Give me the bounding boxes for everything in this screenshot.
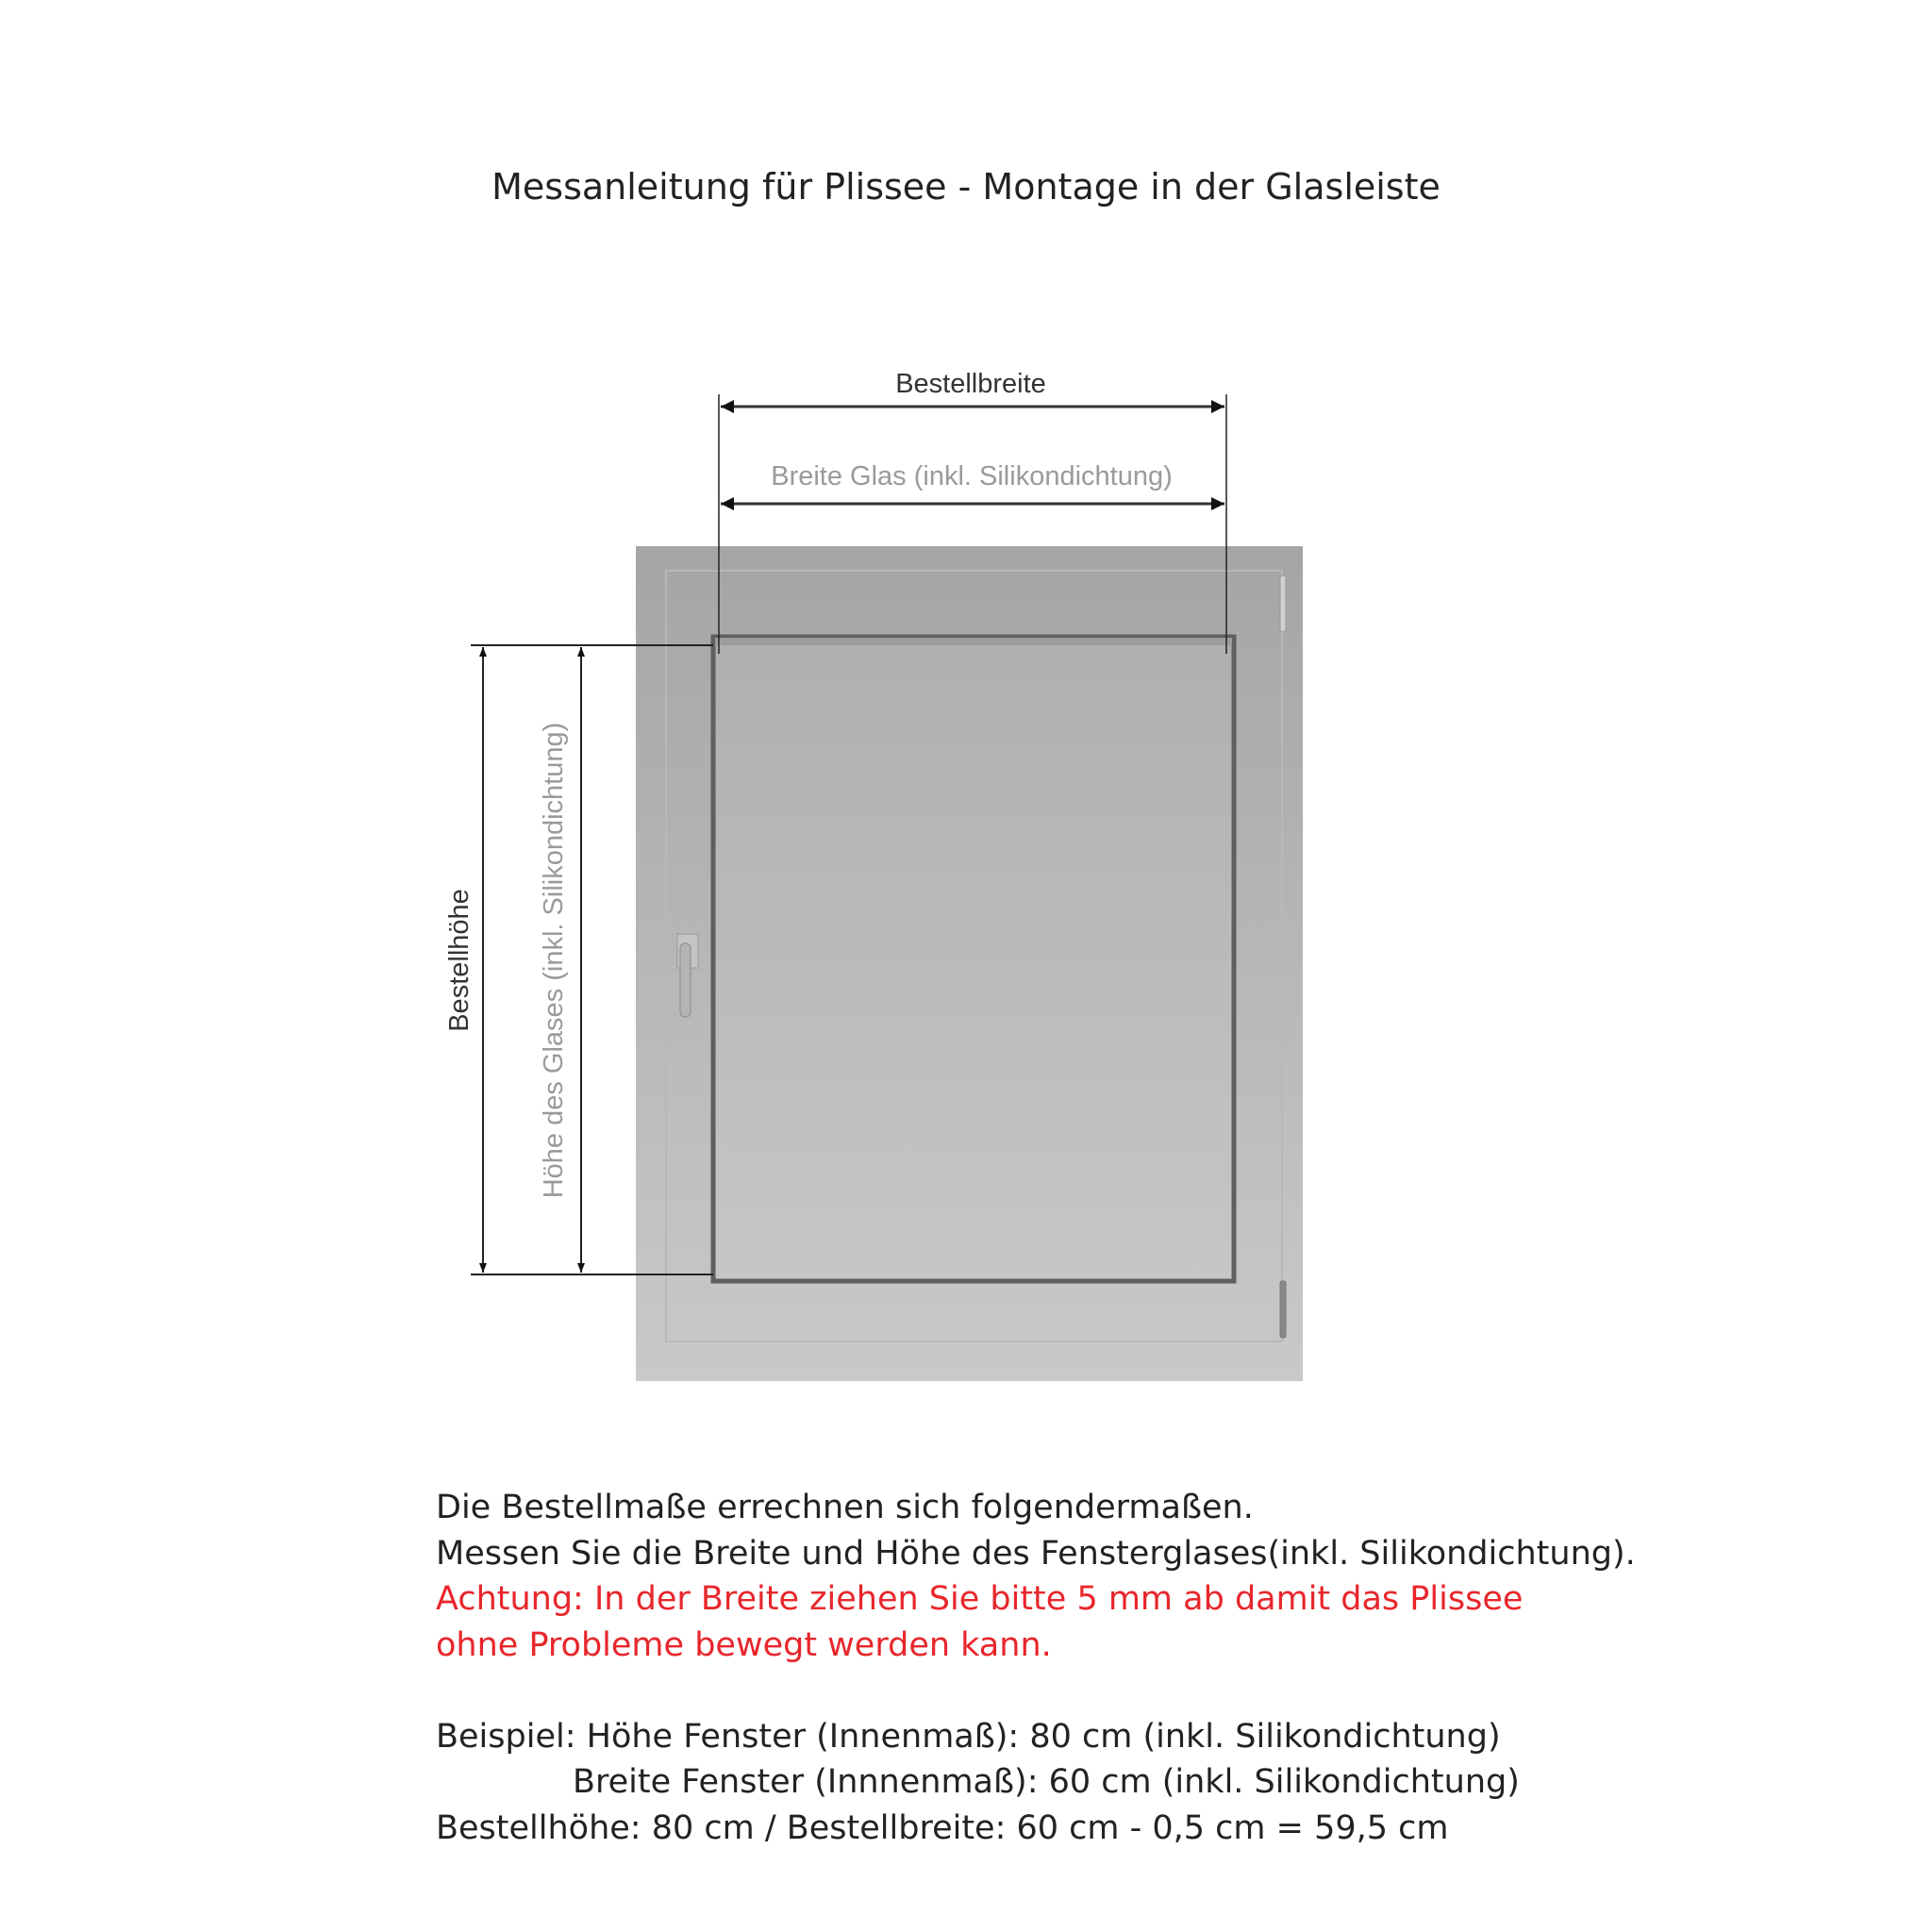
- instructions: [436, 1485, 1636, 1851]
- example-line: Beispiel: Höhe Fenster (Innenmaß): 80 cm (inkl. Silikondichtung): [436, 1717, 1501, 1756]
- instruction-line: Messen Sie die Breite und Höhe des Fensterglases(inkl. Silikondichtung).: [436, 1534, 1636, 1573]
- order-height-label: Bestellhöhe: [444, 889, 475, 1032]
- order-width-label: Bestellbreite: [895, 369, 1046, 399]
- warning-line: ohne Probleme bewegt werden kann.: [436, 1625, 1052, 1664]
- warning-line: Achtung: In der Breite ziehen Sie bitte 5 mm ab damit das Plissee: [436, 1580, 1524, 1618]
- page-title: Messanleitung für Plissee - Montage in der Glasleiste: [491, 166, 1441, 208]
- glass-height-label: Höhe des Glases (inkl. Silikondichtung): [539, 722, 569, 1199]
- hinge-top: [1280, 575, 1286, 632]
- example-line: Breite Fenster (Innnenmaß): 60 cm (inkl. Silikondichtung): [573, 1763, 1520, 1801]
- instruction-line: Die Bestellmaße errechnen sich folgendermaßen.: [436, 1489, 1254, 1526]
- hinge-bottom: [1280, 1281, 1286, 1338]
- glass-width-label: Breite Glas (inkl. Silikondichtung): [771, 461, 1173, 491]
- result-line: Bestellhöhe: 80 cm / Bestellbreite: 60 cm - 0,5 cm = 59,5 cm: [436, 1808, 1449, 1847]
- glass-pane: [713, 637, 1234, 1281]
- glazing-bead-top: [715, 638, 1232, 645]
